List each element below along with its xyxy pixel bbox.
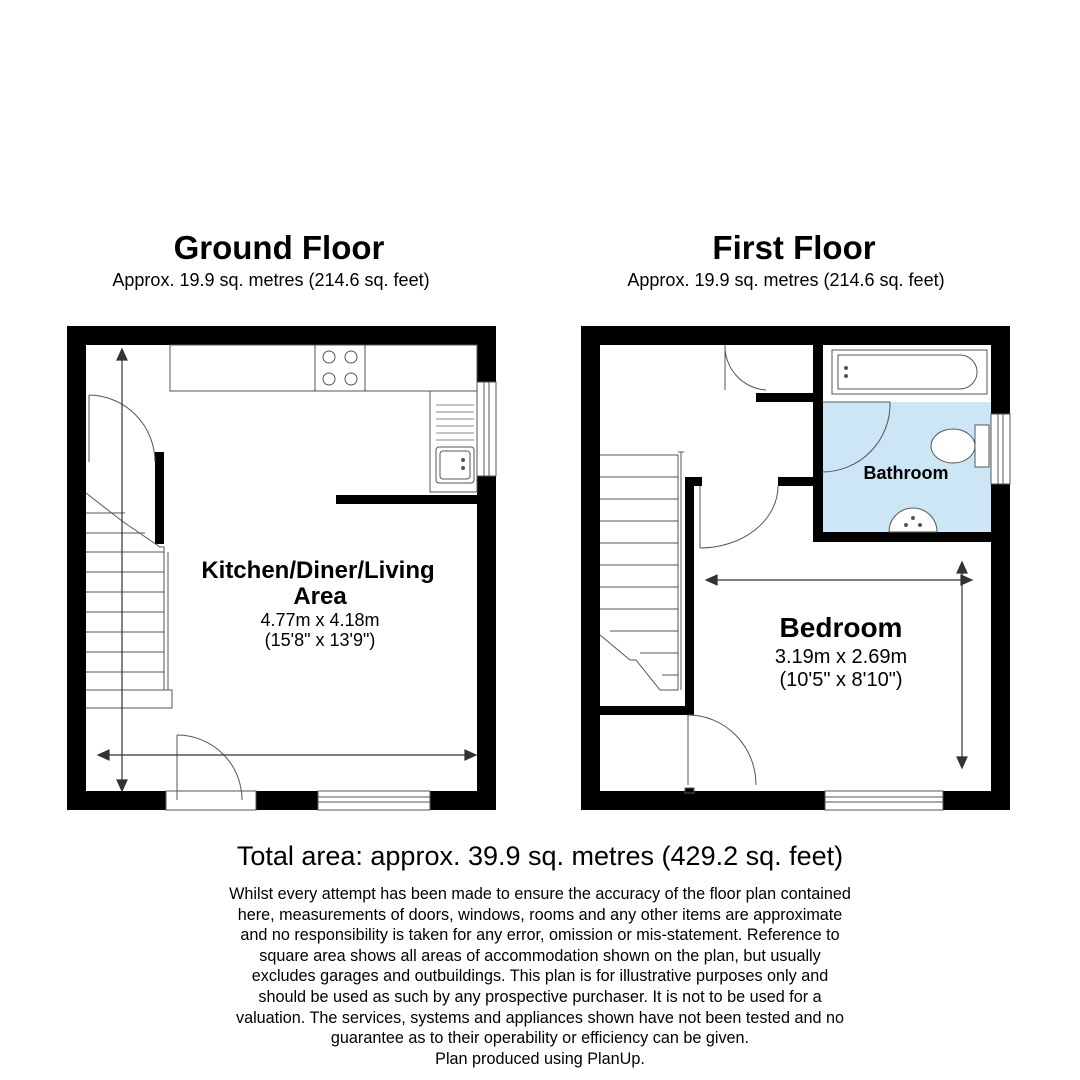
bathroom-label: Bathroom (863, 463, 949, 483)
disclaimer-line: Whilst every attempt has been made to ensure the accuracy of the floor plan contained (229, 885, 851, 903)
disclaimer-line: guarantee as to their operability or efficiency can be given. (330, 1029, 750, 1048)
kitchen-label-line1: Kitchen/Diner/Living (201, 557, 435, 584)
bedroom-dimensions-metric: 3.19m x 2.69m (774, 646, 908, 668)
kitchen-label-line2: Area (293, 583, 347, 610)
bathroom-window (991, 414, 1010, 484)
landing-wall-top (756, 393, 813, 402)
ground-floor-front-window (318, 791, 430, 810)
stair-wall-right (685, 477, 694, 715)
kitchen-dimensions-imperial: (15'8" x 13'9") (264, 630, 376, 650)
bath-icon (832, 350, 987, 394)
first-floor-plan (581, 326, 1010, 810)
disclaimer-line: should be used as such by any prospective purchaser. It is not to be used for a (258, 987, 822, 1006)
total-area: Total area: approx. 39.9 sq. metres (429.2 sq. feet) (236, 841, 844, 871)
landing-wall-mid (778, 477, 813, 486)
ground-floor-area: Approx. 19.9 sq. metres (214.6 sq. feet) (112, 270, 430, 290)
ground-floor-title: Ground Floor (173, 229, 385, 266)
stair-wall (155, 452, 164, 544)
first-floor-area: Approx. 19.9 sq. metres (214.6 sq. feet) (627, 270, 945, 290)
disclaimer-line: square area shows all areas of accommodation shown on the plan, but usually (259, 946, 821, 965)
disclaimer-line: valuation. The services, systems and appliances shown have not been tested and no (235, 1008, 844, 1027)
cupboard-wall (600, 706, 694, 715)
ground-floor-internal-wall (336, 495, 477, 504)
bedroom-window (825, 791, 943, 810)
ground-floor-side-window (477, 382, 496, 476)
disclaimer-credit: Plan produced using PlanUp. (435, 1049, 645, 1068)
first-floor-title: First Floor (712, 229, 876, 266)
hob-icon (315, 345, 365, 391)
bathroom-wall-bottom (813, 532, 991, 542)
bathroom-wall-left (813, 345, 823, 541)
disclaimer-line: excludes garages and outbuildings. This plan is for illustrative purposes only and (251, 967, 829, 986)
disclaimer (170, 884, 910, 1069)
kitchen-dimensions-metric: 4.77m x 4.18m (260, 610, 380, 630)
bedroom-dimensions-imperial: (10'5" x 8'10") (779, 669, 903, 691)
bedroom-label: Bedroom (779, 612, 903, 643)
disclaimer-line: here, measurements of doors, windows, rooms and any other items are approximate (237, 905, 843, 924)
disclaimer-line: and no responsibility is taken for any error, omission or mis-statement. Reference to (240, 926, 840, 945)
